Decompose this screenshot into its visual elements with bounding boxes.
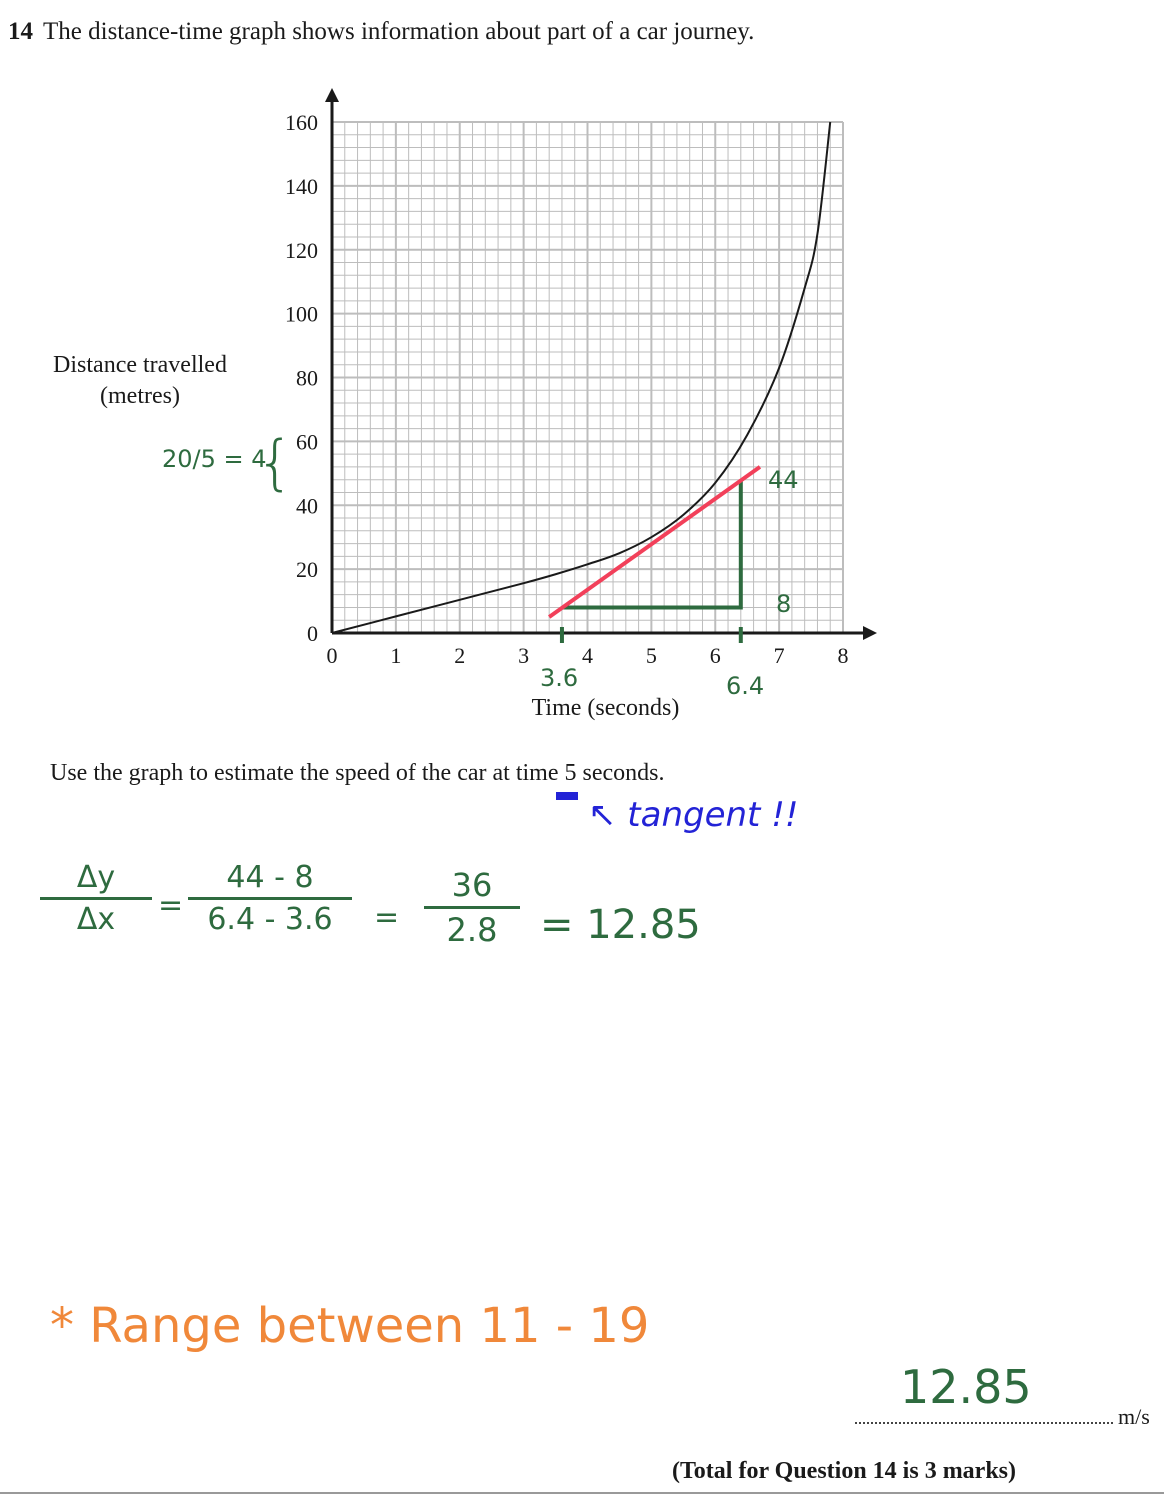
x-axis-label: Time (seconds) [531,695,680,721]
brace-mark: { [256,428,295,498]
x-tick-label: 1 [390,643,402,668]
result: = 12.85 [540,902,701,948]
y-scale-note: 20/5 = 4 [162,445,267,473]
dy-label: Δy [76,860,116,895]
x-tick-label: 0 [326,643,338,668]
x-axis-arrow [863,626,877,640]
label-8: 8 [776,590,792,618]
equals-1: = [158,888,184,923]
x-tick-label: 7 [773,643,785,668]
total-marks: (Total for Question 14 is 3 marks) [672,1458,1017,1484]
dx-label: Δx [76,902,116,937]
tangent-note: ↖ tangent !! [588,795,799,835]
answer-line[interactable] [855,1422,1113,1424]
x-tick-label: 4 [582,643,593,668]
y-tick-label: 140 [285,173,318,199]
underline-mark [556,792,578,800]
y-tick-label: 80 [296,365,318,391]
denominator-1: 6.4 - 3.6 [207,902,333,937]
y-tick-label: 0 [307,621,318,646]
y-axis-label-line2: (metres) [100,383,180,409]
question-prompt: Use the graph to estimate the speed of the car at time 5 seconds. [50,760,665,786]
y-tick-label: 100 [285,301,318,327]
y-tick-label: 40 [296,493,318,519]
denominator-2: 2.8 [446,911,498,949]
label-44: 44 [768,466,799,494]
x-tick-label: 5 [645,643,657,668]
y-axis-arrow [325,88,339,102]
value-fraction [424,866,520,949]
numerator-1: 44 - 8 [226,860,314,895]
numerator-2: 36 [451,866,493,904]
x-tick-label: 8 [837,643,849,668]
x-tick-label: 2 [454,643,466,668]
y-tick-label: 120 [285,237,318,263]
fraction-bar [188,897,352,900]
answer-handwritten: 12.85 [900,1360,1032,1414]
label-6-4: 6.4 [726,672,765,700]
answer-unit: m/s [1118,1404,1150,1429]
question-text: The distance-time graph shows information about part of a car journey. [43,18,755,45]
fraction-bar [424,906,520,909]
difference-fraction [188,860,352,937]
x-tick-label: 6 [709,643,721,668]
range-note: * Range between 11 - 19 [50,1298,650,1354]
gradient-fraction [40,860,152,937]
equals-2: = [374,900,400,935]
distance-time-chart [0,0,1174,740]
y-tick-label: 60 [296,429,318,455]
label-3-6: 3.6 [540,664,579,692]
question-number: 14 [8,18,33,45]
bottom-rule [0,1492,1164,1494]
y-tick-label: 160 [285,110,318,135]
fraction-bar [40,897,152,900]
x-tick-label: 3 [518,643,530,668]
y-axis-label-line1: Distance travelled [53,352,227,378]
y-tick-label: 20 [296,557,318,583]
